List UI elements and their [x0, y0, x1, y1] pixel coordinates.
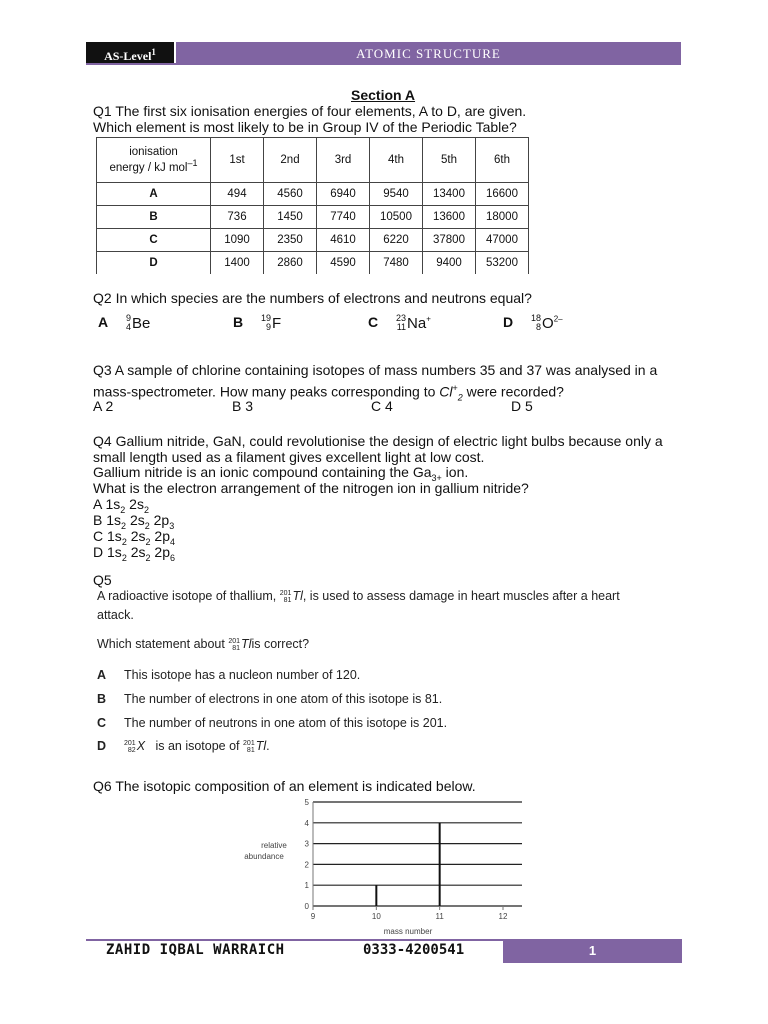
- level-badge: [86, 42, 174, 64]
- q3-answer-b: B 3: [232, 398, 254, 414]
- q5-option-b: [97, 692, 442, 706]
- q5-option-c: [97, 716, 447, 730]
- table-cell: 6220: [370, 229, 423, 252]
- option-letter: B: [97, 692, 107, 706]
- q3-answer-c: C 4: [371, 398, 393, 414]
- x-tick-label: 11: [435, 912, 444, 921]
- table-cell: 4610: [317, 229, 370, 252]
- col-header: 1st: [211, 138, 264, 183]
- y-tick-labels: [305, 798, 310, 911]
- tl-atomic: 81: [246, 746, 255, 754]
- element-symbol: Be: [132, 314, 151, 332]
- orbital: 1s: [106, 512, 122, 528]
- orbital: 1s: [107, 528, 122, 544]
- species-charge: +: [452, 383, 458, 393]
- header-label-line1: ionisation: [129, 146, 178, 159]
- table-cell: 53200: [476, 252, 529, 275]
- x-tick-label: 9: [310, 912, 316, 921]
- q3-answer-d: D 5: [511, 398, 533, 414]
- table-row: [97, 183, 529, 206]
- table-row: [97, 229, 529, 252]
- orbital: 2p: [153, 512, 170, 528]
- tl-symbol: Tl: [292, 589, 303, 603]
- ion-charge: 2–: [553, 314, 563, 324]
- chart-gridlines: [313, 802, 522, 910]
- y-tick-label: 3: [304, 839, 309, 849]
- table-cell: 13600: [423, 206, 476, 229]
- q2-option-c: [368, 314, 431, 332]
- x-atomic: 82: [127, 746, 136, 754]
- q5-line1-post: , is used to assess damage in heart muscles after a heart: [302, 589, 620, 603]
- ion-charge: +: [426, 314, 431, 324]
- table-cell: 18000: [476, 206, 529, 229]
- option-letter: B: [233, 314, 244, 330]
- orbital-count: 2: [145, 552, 151, 563]
- mass-number: 19: [261, 313, 272, 324]
- mass-number: 23: [396, 313, 407, 324]
- option-letter: A: [97, 668, 107, 682]
- x-tick-labels: [311, 912, 508, 921]
- row-label: D: [97, 252, 211, 275]
- row-label: B: [97, 206, 211, 229]
- table-cell: 16600: [476, 183, 529, 206]
- option-letter: D: [97, 739, 107, 753]
- x-axis-label: mass number: [383, 927, 433, 936]
- option-letter: C: [97, 716, 107, 730]
- table-cell: 37800: [423, 229, 476, 252]
- q2-option-b: [233, 314, 281, 332]
- species-symbol: Cl: [439, 383, 453, 400]
- q5-line1-pre: A radioactive isotope of thallium,: [97, 589, 280, 603]
- table-cell: 494: [211, 183, 264, 206]
- q2-option-a: [98, 314, 150, 332]
- table-cell: 9400: [423, 252, 476, 275]
- abundance-chart: [230, 793, 530, 938]
- option-letter: C: [93, 528, 104, 544]
- option-text: The number of electrons in one atom of this isotope is 81.: [124, 692, 443, 706]
- y-axis-label-line2: abundance: [244, 852, 284, 861]
- tl-symbol: Tl: [241, 637, 252, 651]
- row-label: C: [97, 229, 211, 252]
- ionisation-energy-table: [96, 137, 529, 274]
- table-header-label: [97, 138, 211, 183]
- species-subscript: 2: [457, 392, 463, 403]
- section-title: Section A: [351, 87, 416, 103]
- header-rule: [86, 63, 681, 65]
- q1-line1: Q1 The first six ionisation energies of four elements, A to D, are given.: [93, 103, 527, 119]
- subject-banner: ATOMIC STRUCTURE: [176, 42, 681, 64]
- col-header: 4th: [370, 138, 423, 183]
- option-letter: A: [98, 314, 109, 330]
- orbital: 1s: [105, 496, 121, 512]
- table-cell: 6940: [317, 183, 370, 206]
- element-symbol: F: [272, 314, 282, 332]
- orbital: 2s: [129, 496, 144, 512]
- col-header: 2nd: [264, 138, 317, 183]
- option-letter: D: [93, 544, 104, 560]
- y-axis-label-line1: relative: [261, 841, 287, 850]
- table-cell: 9540: [370, 183, 423, 206]
- atomic-number: 11: [396, 322, 407, 333]
- q3-line1: Q3 A sample of chlorine containing isotopes of mass numbers 35 and 37 was analysed in a: [93, 362, 658, 378]
- table-cell: 1400: [211, 252, 264, 275]
- orbital-count: 6: [170, 552, 176, 563]
- table-row: [97, 206, 529, 229]
- header-label-line2: energy / kJ mol: [109, 161, 188, 174]
- tl-mass: 201: [279, 589, 292, 597]
- q4-line3-pre: Gallium nitride is an ionic compound containing the Ga: [93, 464, 432, 480]
- orbital: 2p: [154, 528, 170, 544]
- orbital: 1s: [107, 544, 122, 560]
- orbital: 2s: [129, 512, 145, 528]
- table-cell: 4560: [264, 183, 317, 206]
- q5-line2: attack.: [97, 608, 134, 622]
- header-label-sup: –1: [187, 158, 198, 169]
- table-cell: 7740: [317, 206, 370, 229]
- orbital-count: 4: [170, 536, 176, 547]
- tl-symbol: Tl: [255, 739, 267, 753]
- option-letter: C: [368, 314, 379, 330]
- table-cell: 1090: [211, 229, 264, 252]
- element-symbol: Na: [407, 314, 427, 332]
- table-row: [97, 252, 529, 275]
- y-tick-label: 0: [304, 902, 309, 911]
- y-tick-label: 4: [304, 818, 309, 828]
- q5-question-pre: Which statement about: [97, 637, 229, 651]
- table-cell: 7480: [370, 252, 423, 275]
- q3-line2-pre: mass-spectrometer. How many peaks corresponding to: [93, 383, 440, 400]
- table-cell: 1450: [264, 206, 317, 229]
- author-name: ZAHID IQBAL WARRAICH: [106, 942, 285, 958]
- x-tick-label: 10: [371, 912, 381, 921]
- q4-line4: What is the electron arrangement of the nitrogen ion in gallium nitride?: [93, 480, 529, 496]
- q4-line2: small length used as a filament gives excellent light at low cost.: [93, 449, 485, 465]
- y-tick-label: 2: [304, 860, 309, 870]
- orbital: 2s: [130, 528, 146, 544]
- option-text: This isotope has a nucleon number of 120.: [124, 668, 361, 682]
- q1-line2: Which element is most likely to be in Group IV of the Periodic Table?: [93, 119, 517, 135]
- orbital-count: 2: [121, 552, 127, 563]
- row-label: A: [97, 183, 211, 206]
- table-cell: 736: [211, 206, 264, 229]
- col-header: 5th: [423, 138, 476, 183]
- gallium-charge: 3+: [431, 472, 442, 483]
- table-cell: 13400: [423, 183, 476, 206]
- q5-question: [97, 637, 309, 652]
- atomic-number: 8: [536, 322, 542, 333]
- q5-option-a: [97, 668, 360, 682]
- col-header: 6th: [476, 138, 529, 183]
- mass-number: 9: [126, 313, 132, 324]
- table-cell: 47000: [476, 229, 529, 252]
- q2-option-d: [503, 314, 563, 332]
- mass-number: 18: [531, 313, 542, 324]
- y-tick-label: 5: [304, 798, 309, 807]
- q4-line1: Q4 Gallium nitride, GaN, could revolutionise the design of electric light bulbs because only a: [93, 433, 663, 449]
- q3-line2-post: were recorded?: [462, 383, 564, 400]
- option-letter: D: [503, 314, 514, 330]
- q2-text: Q2 In which species are the numbers of electrons and neutrons equal?: [93, 290, 532, 306]
- option-text: The number of neutrons in one atom of this isotope is 201.: [124, 716, 448, 730]
- x-symbol: X: [136, 739, 146, 753]
- level-suffix: 1: [151, 47, 156, 57]
- atomic-number: 4: [126, 322, 132, 333]
- tl-atomic: 81: [232, 644, 241, 652]
- q5-label: Q5: [93, 572, 112, 588]
- orbital-count: 2: [145, 536, 151, 547]
- orbital: 2s: [130, 544, 146, 560]
- q3-line2: [93, 380, 564, 406]
- x-mass: 201: [124, 739, 136, 747]
- author-phone: 0333-4200541: [363, 942, 465, 958]
- tl-atomic: 81: [283, 596, 292, 604]
- q5-question-post: is correct?: [251, 637, 310, 651]
- element-symbol: O: [542, 314, 554, 332]
- orbital: 2p: [154, 544, 170, 560]
- option-letter: B: [93, 512, 103, 528]
- q6-text: Q6 The isotopic composition of an element is indicated below.: [93, 778, 476, 794]
- table-header-row: [97, 138, 529, 183]
- x-tick-label: 12: [498, 912, 508, 921]
- table-cell: 10500: [370, 206, 423, 229]
- q4-line3-post: ion.: [441, 464, 469, 480]
- tl-mass: 201: [243, 739, 255, 747]
- table-cell: 2350: [264, 229, 317, 252]
- orbital-count: 3: [169, 520, 175, 531]
- page-number: 1: [503, 941, 682, 963]
- col-header: 3rd: [317, 138, 370, 183]
- orbital-count: 2: [144, 520, 150, 531]
- option-text: is an isotope of: [155, 739, 240, 753]
- q5-line1: [97, 589, 620, 604]
- option-letter: A: [93, 496, 102, 512]
- q5-option-d: D 201 82X is an isotope of 201 81Tl.: [97, 739, 270, 754]
- orbital-count: 2: [121, 536, 127, 547]
- level-text: AS-Level: [104, 49, 152, 63]
- orbital-count: 2: [120, 504, 126, 515]
- atomic-number: 9: [266, 322, 272, 333]
- orbital-count: 2: [143, 504, 149, 515]
- q4-option-d: [93, 544, 175, 567]
- y-tick-label: 1: [304, 881, 309, 891]
- tl-mass: 201: [228, 637, 241, 645]
- orbital-count: 2: [121, 520, 127, 531]
- table-cell: 2860: [264, 252, 317, 275]
- table-cell: 4590: [317, 252, 370, 275]
- q3-answer-a: A 2: [93, 398, 114, 414]
